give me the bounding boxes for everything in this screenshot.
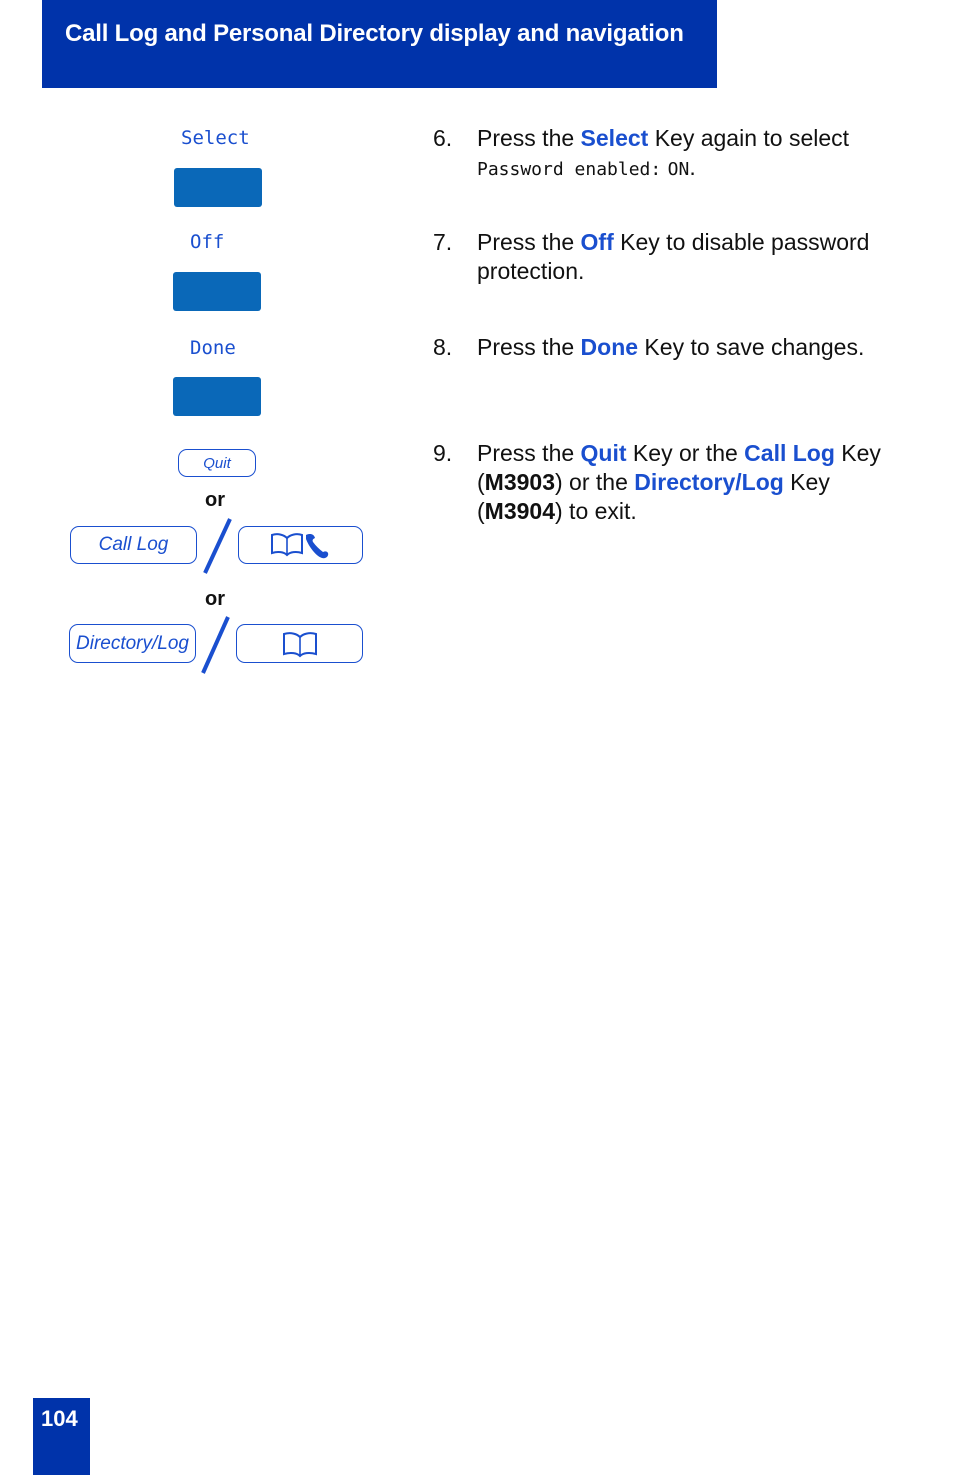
step-text: Press the xyxy=(477,229,581,255)
step-number: 8. xyxy=(433,334,453,360)
off-key-ref: Off xyxy=(580,229,614,255)
done-softkey[interactable] xyxy=(173,377,261,416)
page-number-tab xyxy=(33,1398,90,1475)
step-text: Key to save changes. xyxy=(638,334,865,360)
call-log-key[interactable] xyxy=(70,526,197,564)
step-text: Press the xyxy=(477,440,581,466)
step-text: Key ( xyxy=(477,469,830,524)
step-text: ) or the xyxy=(555,469,635,495)
done-key-ref: Done xyxy=(580,334,639,360)
header-title: Call Log and Personal Directory display and navigation xyxy=(65,20,684,47)
off-display-label: Off xyxy=(190,231,225,253)
step-text: Key ( xyxy=(477,440,881,495)
step-text: Press the xyxy=(477,334,581,360)
book-phone-icon xyxy=(266,529,336,561)
call-log-key-label: Call Log xyxy=(98,534,169,555)
call-log-key-ref: Call Log xyxy=(744,440,835,466)
slash-divider xyxy=(200,516,234,576)
directory-log-key-label: Directory/Log xyxy=(76,632,189,654)
or-separator: or xyxy=(205,489,225,511)
step-6 xyxy=(433,124,893,184)
slash-divider xyxy=(198,614,232,676)
quit-key[interactable] xyxy=(178,449,256,477)
step-number: 9. xyxy=(433,440,453,466)
quit-key-label: Quit xyxy=(203,454,231,472)
display-value: ON xyxy=(667,159,690,180)
model-name: M3903 xyxy=(484,469,555,495)
done-display-label: Done xyxy=(190,337,236,359)
step-text: Key again to select xyxy=(648,125,850,151)
off-softkey[interactable] xyxy=(173,272,261,311)
quit-key-ref: Quit xyxy=(580,440,627,466)
page-number: 104 xyxy=(41,1406,78,1431)
directory-hardkey[interactable] xyxy=(236,624,363,663)
step-8 xyxy=(433,333,893,362)
step-9 xyxy=(433,439,893,526)
step-text: Key or the xyxy=(626,440,745,466)
step-7 xyxy=(433,228,893,286)
model-name: M3904 xyxy=(484,498,555,524)
select-softkey[interactable] xyxy=(174,168,262,207)
step-text: . xyxy=(689,154,696,180)
call-log-hardkey[interactable] xyxy=(238,526,363,564)
step-number: 6. xyxy=(433,125,453,151)
step-text: Key to disable password protection. xyxy=(477,229,870,284)
page-header xyxy=(42,0,717,88)
step-text: Press the xyxy=(477,125,581,151)
or-separator: or xyxy=(205,588,225,610)
directory-log-key-ref: Directory/Log xyxy=(634,469,784,495)
directory-log-key[interactable] xyxy=(69,624,196,663)
step-text: ) to exit. xyxy=(555,498,637,524)
select-key-ref: Select xyxy=(580,125,649,151)
select-display-label: Select xyxy=(181,127,250,149)
book-icon xyxy=(280,629,320,659)
step-number: 7. xyxy=(433,229,453,255)
display-text: Password enabled: xyxy=(477,159,662,180)
